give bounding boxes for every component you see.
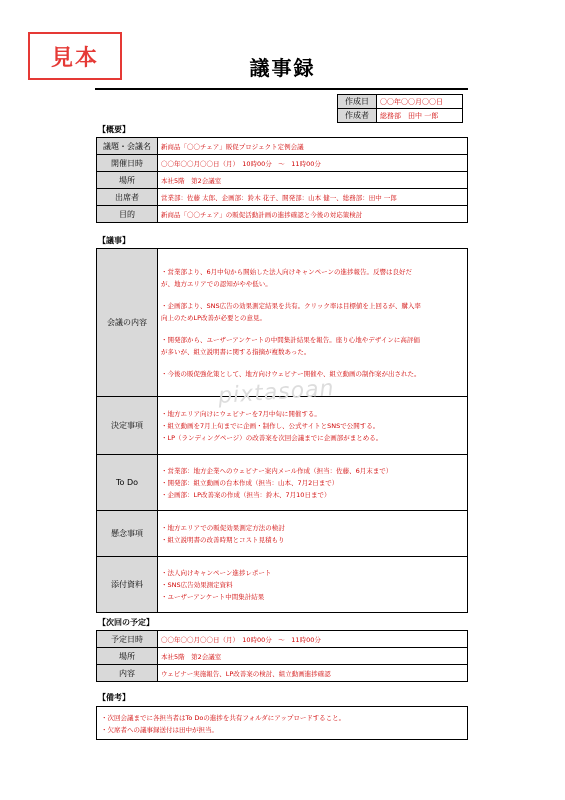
next-datetime-label: 予定日時 xyxy=(97,631,158,648)
text-line xyxy=(161,290,464,300)
overview-heading: 【概要】 xyxy=(98,125,130,134)
text-line: ・次回会議までに各担当者はTo Doの進捗を共有フォルダにアップロードすること。 xyxy=(101,714,346,722)
content-label: 会議の内容 xyxy=(97,249,158,397)
overview-table xyxy=(96,137,468,223)
next-place-value: 本社5階 第2会議室 xyxy=(158,648,468,665)
created-date-value: 〇〇年〇〇月〇〇日 xyxy=(377,95,463,109)
text-line: ・企画部より、SNS広告の効果測定結果を共有。クリック率は目標値を上回るが、購入率 xyxy=(161,301,421,310)
text-line: ・開発部：組立動画の台本作成（担当：山本、7月2日まで） xyxy=(161,478,339,487)
page-title: 議事録 xyxy=(249,56,316,80)
text-line: ・法人向けキャンペーン進捗レポート xyxy=(161,568,272,577)
text-line: ・LP（ランディングページ）の改善案を次回会議までに企画部がまとめる。 xyxy=(161,433,383,442)
text-line: が、地方エリアでの認知がやや低い。 xyxy=(161,279,272,288)
author-label: 作成者 xyxy=(338,109,377,123)
agenda-value: 新商品「〇〇チェア」販促プロジェクト定例会議 xyxy=(158,138,468,155)
concerns-value xyxy=(158,511,468,557)
next-content-label: 内容 xyxy=(97,665,158,682)
text-line: ・地方エリアでの販促効果測定方法の検討 xyxy=(161,523,285,532)
proceedings-heading: 【議事】 xyxy=(98,236,130,245)
text-line: ・ユーザーアンケート中間集計結果 xyxy=(161,592,265,601)
meta-table xyxy=(337,94,463,123)
content-value xyxy=(158,249,468,397)
next-datetime-value: 〇〇年〇〇月〇〇日（月） 10時00分 ～ 11時00分 xyxy=(158,631,468,648)
text-line xyxy=(161,324,464,334)
next-table xyxy=(96,630,468,682)
text-line: ・地方エリア向けにウェビナーを7月中旬に開催する。 xyxy=(161,409,321,418)
place-label: 場所 xyxy=(97,172,158,189)
todo-label: To Do xyxy=(97,455,158,511)
place-value: 本社5階 第2会議室 xyxy=(158,172,468,189)
attendees-label: 出席者 xyxy=(97,189,158,206)
purpose-label: 目的 xyxy=(97,206,158,223)
purpose-value: 新商品「〇〇チェア」の販促活動計画の進捗確認と今後の対応策検討 xyxy=(158,206,468,223)
text-line xyxy=(161,358,464,368)
text-line: 向上のためLP改善が必要との意見。 xyxy=(161,313,267,322)
text-line: ・営業部：地方企業へのウェビナー案内メール作成（担当：佐藤、6月末まで） xyxy=(161,466,393,475)
text-line: ・営業部より、6月中旬から開始した法人向けキャンペーンの進捗報告。反響は良好だ xyxy=(161,267,413,276)
title-rule xyxy=(95,88,468,90)
text-line: ・組立説明書の改善時期とコスト見積もり xyxy=(161,535,285,544)
text-line: ・SNS広告効果測定資料 xyxy=(161,580,233,589)
todo-value xyxy=(158,455,468,511)
author-value: 総務部 田中 一郎 xyxy=(377,109,463,123)
next-place-label: 場所 xyxy=(97,648,158,665)
remarks-box xyxy=(96,706,468,740)
next-content-value: ウェビナー実施報告、LP改善案の検討、組立動画進捗確認 xyxy=(158,665,468,682)
attachments-value xyxy=(158,557,468,613)
watermark: pixtasoan xyxy=(217,375,336,410)
attachments-label: 添付資料 xyxy=(97,557,158,613)
text-line: ・開発部から、ユーザーアンケートの中間集計結果を報告。座り心地やデザインに高評価 xyxy=(161,335,420,344)
text-line: が多いが、組立説明書に関する指摘が複数あった。 xyxy=(161,347,311,356)
attendees-value: 営業部：佐藤 太郎、企画部：鈴木 花子、開発部：山本 健一、総務部：田中 一郎 xyxy=(158,189,468,206)
text-line: ・今後の販促強化策として、地方向けウェビナー開催や、組立動画の制作案が出された。 xyxy=(161,369,421,378)
proceedings-table xyxy=(96,248,468,613)
sample-stamp: 見本 xyxy=(28,32,122,80)
datetime-value: 〇〇年〇〇月〇〇日（月） 10時00分 ～ 11時00分 xyxy=(158,155,468,172)
created-date-label: 作成日 xyxy=(338,95,377,109)
concerns-label: 懸念事項 xyxy=(97,511,158,557)
datetime-label: 開催日時 xyxy=(97,155,158,172)
agenda-label: 議題・会議名 xyxy=(97,138,158,155)
next-heading: 【次回の予定】 xyxy=(98,618,154,627)
decisions-label: 決定事項 xyxy=(97,397,158,455)
text-line: ・企画部：LP改善案の作成（担当：鈴木、7月10日まで） xyxy=(161,490,331,499)
text-line: ・欠席者への議事録送付は田中が担当。 xyxy=(101,726,218,734)
text-line: ・組立動画を7月上旬までに企画・制作し、公式サイトとSNSで公開する。 xyxy=(161,421,380,430)
decisions-value xyxy=(158,397,468,455)
remarks-heading: 【備考】 xyxy=(98,693,130,702)
